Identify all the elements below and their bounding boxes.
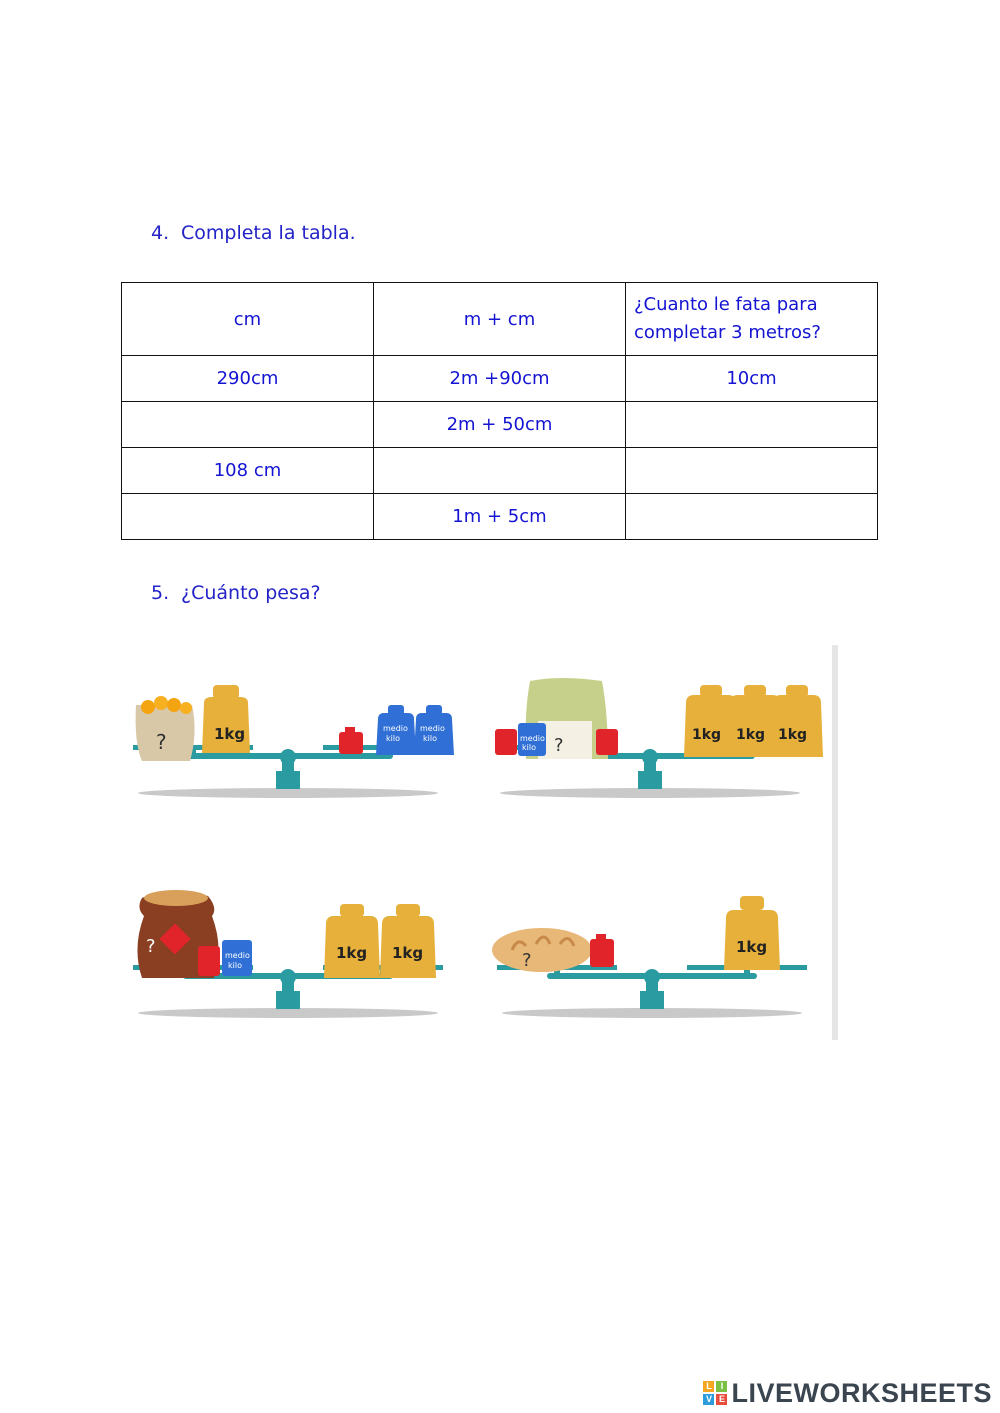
weight-1kg-label: 1kg: [214, 725, 246, 743]
section-4-number: 4.: [151, 222, 170, 244]
answer-cell[interactable]: [626, 494, 878, 540]
table-cell: 10cm: [626, 356, 878, 402]
weight-1kg-label: 1kg: [336, 944, 368, 962]
answer-cell[interactable]: [122, 402, 374, 448]
table-cell: 2m +90cm: [374, 356, 626, 402]
table-row: [122, 494, 878, 540]
weight-1kg-label: 1kg: [778, 727, 808, 743]
weight-1kg-label: 1kg: [392, 944, 424, 962]
scale-flour-sack: [490, 673, 820, 813]
section-4-heading: [151, 222, 356, 244]
unknown-mark: ?: [156, 730, 167, 754]
logo-letter: V: [703, 1394, 714, 1405]
half-kilo-line2: kilo: [522, 743, 536, 752]
weight-1kg-label: 1kg: [736, 938, 768, 956]
unknown-mark: ?: [146, 936, 156, 957]
table-row: [122, 356, 878, 402]
answer-cell[interactable]: [122, 494, 374, 540]
table-cell: 108 cm: [122, 448, 374, 494]
liveworksheets-logo: [703, 1377, 992, 1409]
conversion-table: [121, 282, 878, 540]
unknown-mark: ?: [522, 950, 532, 971]
section-5-heading: [151, 582, 321, 604]
table-header-m-cm: m + cm: [374, 283, 626, 356]
table-row: [122, 402, 878, 448]
weight-1kg-label: 1kg: [736, 727, 766, 743]
answer-cell[interactable]: [626, 402, 878, 448]
table-cell: 1m + 5cm: [374, 494, 626, 540]
bread-icon: [492, 928, 592, 972]
answer-cell[interactable]: [374, 448, 626, 494]
half-kilo-line2: kilo: [228, 961, 242, 970]
table-header-cm: cm: [122, 283, 374, 356]
logo-letter: E: [716, 1394, 727, 1405]
logo-letter: I: [716, 1381, 727, 1392]
logo-icon: [703, 1381, 727, 1405]
table-cell: 2m + 50cm: [374, 402, 626, 448]
section-5-number: 5.: [151, 582, 170, 604]
weight-1kg-label: 1kg: [692, 727, 722, 743]
section-4-title: Completa la tabla.: [181, 222, 356, 244]
half-kilo-line1: medio: [520, 734, 545, 743]
section-5-title: ¿Cuánto pesa?: [181, 582, 321, 604]
half-kilo-line2: kilo: [386, 734, 400, 743]
scale-bread: [492, 888, 822, 1033]
half-kilo-line1: medio: [225, 951, 250, 960]
scale-oranges: [128, 673, 458, 813]
unknown-mark: ?: [554, 735, 564, 756]
table-row: [122, 448, 878, 494]
table-header-row: [122, 283, 878, 356]
half-kilo-line2: kilo: [423, 734, 437, 743]
scales-panel: [120, 643, 832, 1041]
brand-name: LIVEWORKSHEETS: [731, 1377, 992, 1408]
panel-edge: [832, 645, 838, 1040]
logo-letter: L: [703, 1381, 714, 1392]
scale-grain-sack: [128, 888, 458, 1033]
half-kilo-line1: medio: [420, 724, 445, 733]
half-kilo-line1: medio: [383, 724, 408, 733]
table-header-remaining: ¿Cuanto le fata para completar 3 metros?: [626, 283, 878, 356]
answer-cell[interactable]: [626, 448, 878, 494]
table-cell: 290cm: [122, 356, 374, 402]
